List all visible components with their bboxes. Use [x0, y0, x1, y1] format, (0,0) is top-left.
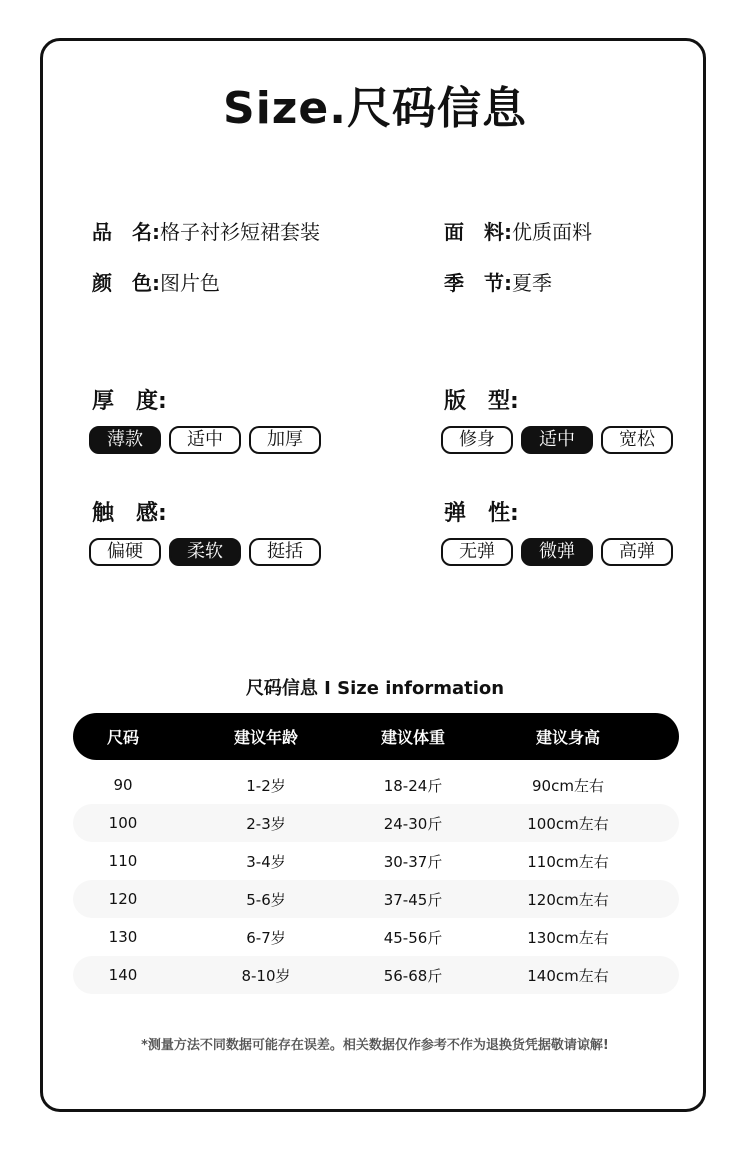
fit-label: 版 型: [444, 389, 519, 414]
elasticity-option-high[interactable]: 高弹 [601, 538, 673, 566]
cell-weight: 45-56斤 [383, 928, 443, 947]
info-season [444, 267, 552, 296]
cell-size: 130 [108, 928, 138, 946]
fit-options [441, 426, 673, 454]
thickness-options [89, 426, 321, 454]
cell-height: 120cm左右 [527, 890, 609, 909]
table-row [73, 766, 679, 804]
touch-options [89, 538, 321, 566]
size-table-title: 尺码信息 I Size information [245, 678, 505, 699]
info-fabric [444, 216, 592, 245]
cell-age: 5-6岁 [246, 890, 286, 909]
product-name-value: 格子衬衫短裙套装 [160, 220, 320, 244]
touch-option-soft[interactable]: 柔软 [169, 538, 241, 566]
season-label: 季 节: [444, 271, 512, 295]
header-size: 尺码 [106, 728, 139, 747]
elasticity-option-slight[interactable]: 微弹 [521, 538, 593, 566]
cell-weight: 24-30斤 [383, 814, 443, 833]
elasticity-options [441, 538, 673, 566]
cell-age: 1-2岁 [246, 776, 286, 795]
cell-height: 100cm左右 [527, 814, 609, 833]
color-label: 颜 色: [92, 271, 160, 295]
thickness-option-thin[interactable]: 薄款 [89, 426, 161, 454]
disclaimer-note: *测量方法不同数据可能存在误差。相关数据仅作参考不作为退换货凭据敬请谅解! [141, 1038, 609, 1053]
table-row [73, 918, 679, 956]
touch-label: 触 感: [92, 501, 167, 526]
header-age: 建议年龄 [233, 728, 298, 747]
cell-height: 110cm左右 [527, 852, 609, 871]
cell-size: 100 [108, 814, 138, 832]
color-value: 图片色 [160, 271, 220, 295]
cell-height: 90cm左右 [532, 776, 604, 795]
product-name-label: 品 名: [92, 220, 160, 244]
size-table-header [73, 713, 679, 760]
cell-weight: 18-24斤 [383, 776, 443, 795]
touch-option-crisp[interactable]: 挺括 [249, 538, 321, 566]
fabric-label: 面 料: [444, 220, 512, 244]
touch-option-hard[interactable]: 偏硬 [89, 538, 161, 566]
header-height: 建议身高 [535, 728, 600, 747]
cell-size: 90 [113, 776, 133, 794]
cell-height: 140cm左右 [527, 966, 609, 985]
table-row [73, 956, 679, 994]
thickness-option-thick[interactable]: 加厚 [249, 426, 321, 454]
cell-age: 8-10岁 [241, 966, 291, 985]
cell-age: 6-7岁 [246, 928, 286, 947]
cell-weight: 56-68斤 [383, 966, 443, 985]
cell-age: 2-3岁 [246, 814, 286, 833]
cell-size: 140 [108, 966, 138, 984]
table-row [73, 804, 679, 842]
cell-size: 120 [108, 890, 138, 908]
table-row [73, 880, 679, 918]
fit-option-slim[interactable]: 修身 [441, 426, 513, 454]
info-product-name [92, 216, 320, 245]
cell-age: 3-4岁 [246, 852, 286, 871]
thickness-option-medium[interactable]: 适中 [169, 426, 241, 454]
info-color [92, 267, 220, 296]
elasticity-option-none[interactable]: 无弹 [441, 538, 513, 566]
fabric-value: 优质面料 [512, 220, 592, 244]
season-value: 夏季 [512, 271, 552, 295]
cell-weight: 30-37斤 [383, 852, 443, 871]
cell-height: 130cm左右 [527, 928, 609, 947]
thickness-label: 厚 度: [92, 389, 167, 414]
fit-option-loose[interactable]: 宽松 [601, 426, 673, 454]
header-weight: 建议体重 [380, 728, 445, 747]
cell-size: 110 [108, 852, 138, 870]
page-title: Size.尺码信息 [223, 83, 527, 134]
cell-weight: 37-45斤 [383, 890, 443, 909]
fit-option-regular[interactable]: 适中 [521, 426, 593, 454]
elasticity-label: 弹 性: [444, 501, 519, 526]
table-row [73, 842, 679, 880]
